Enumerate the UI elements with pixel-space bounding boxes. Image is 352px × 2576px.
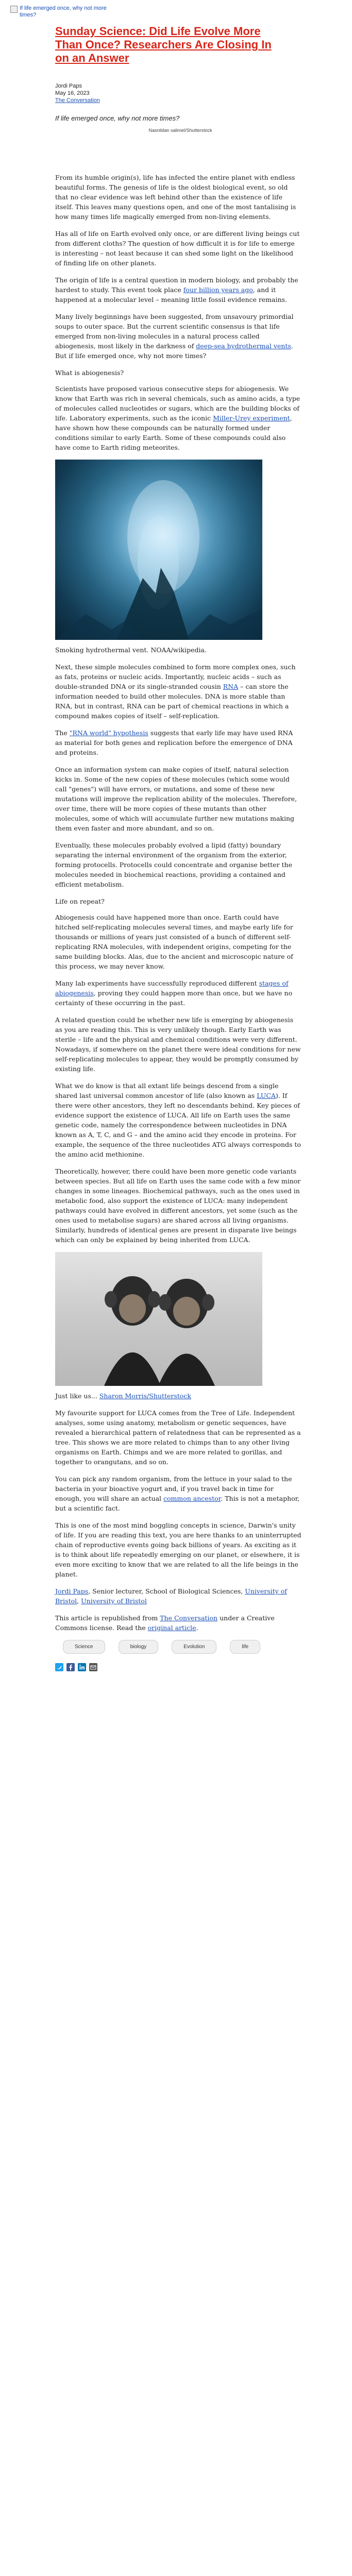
inline-link[interactable]: common ancestor: [163, 1495, 221, 1502]
university-link[interactable]: University of Bristol: [81, 1597, 147, 1605]
paragraph: Eventually, these molecules probably evolved a lipid (fatty) boundary separating the internal environment of the organism from the exterior, forming protocells. Protocells could concentrate and organise better the molecules needed in biochemical reactions, providing a contained and efficient metabolism.: [55, 841, 293, 888]
section-heading: What is abiogenesis?: [55, 369, 124, 377]
caption-credit-link[interactable]: Sharon Morris/Shutterstock: [99, 1392, 191, 1400]
author-link[interactable]: Jordi Paps: [55, 1587, 89, 1595]
facebook-share-icon[interactable]: [66, 1663, 75, 1671]
article-content: [55, 173, 301, 1671]
article-lede: If life emerged once, why not more times?: [55, 114, 180, 122]
paragraph: From its humble origin(s), life has infected the entire planet with endless beautiful forms. The genesis of life is the oldest biological event, so old that no clear evidence was left behind other than the existence of life itself. This leaves many questions open, and one of the most tantalising is how many times life magically emerged from non-living elements.: [55, 174, 296, 221]
inline-link[interactable]: four billion years ago: [183, 286, 253, 294]
paragraph: This is one of the most mind boggling concepts in science, Darwin's unity of life. If you are reading this text, you are here thanks to an uninterrupted chain of reproductive events going back billions of years. As exciting as it is to think about life repeatedly emerging on our planet, or elsewhere, it is even more exciting to know that we are related to all the life beings in the planet.: [55, 1521, 301, 1578]
hydrothermal-vent-image: [55, 460, 262, 640]
chimpanzees-image: [55, 1252, 262, 1386]
paragraph: The origin of life is a central question in modern biology, and probably the hardest to study. This event took place four billion years ago, and it happened at a molecular level – meaning little fossil evidence remains.: [55, 276, 298, 303]
paragraph: Scientists have proposed various consecutive steps for abiogenesis. We know that Earth was rich in several chemicals, such as amino acids, a type of molecules called nucleotides or sugars, which are the building blocks of life. Laboratory experiments, such as the iconic Miller-Urey experiment, have shown how these compounds can be naturally formed under conditions similar to early Earth. Some of these compounds could also have come to Earth riding meteorites.: [55, 385, 300, 451]
conversation-link[interactable]: The Conversation: [160, 1614, 218, 1622]
broken-image-icon: [10, 6, 18, 13]
email-share-icon[interactable]: [89, 1663, 97, 1671]
tag-life[interactable]: life: [230, 1640, 260, 1654]
inline-link[interactable]: stages of abiogenesis: [55, 979, 289, 997]
paragraph: Has all of life on Earth evolved only once, or are different living beings cut from different cloths? The question of how difficult it is for life to emerge is interesting – not least because it can shed some light on the likelihood of finding life on other planets.: [55, 230, 300, 267]
tag-list: [63, 1640, 301, 1654]
section-heading: Life on repeat?: [55, 897, 105, 905]
tag-evolution[interactable]: Evolution: [172, 1640, 216, 1654]
twitter-share-icon[interactable]: [55, 1663, 63, 1671]
tag-science[interactable]: Science: [63, 1640, 105, 1654]
paragraph: Abiogenesis could have happened more than once. Earth could have hitched self-replicating molecules several times, and maybe early life for thousands or millions of years just consisted of a bunch of different self-replicating RNA molecules, with independent origins, competing for the same building blocks. Alas, due to the ancient and microscopic nature of this process, we may never know.: [55, 913, 293, 970]
inline-link[interactable]: "RNA world" hypothesis: [69, 729, 148, 737]
author-bio: Jordi Paps, Senior lecturer, School of Biological Sciences, University of Bristol, University of Bristol: [55, 1587, 287, 1605]
inline-link[interactable]: deep-sea hydrothermal vents: [196, 342, 291, 350]
original-article-link[interactable]: original article: [147, 1624, 196, 1632]
paragraph: You can pick any random organism, from the lettuce in your salad to the bacteria in your bioactive yogurt and, if you travel back in time for enough, you will share an actual common ancestor. This is not a metaphor, but a scientific fact.: [55, 1475, 300, 1512]
paragraph: Next, these simple molecules combined to form more complex ones, such as fats, proteins or nucleic acids. Importantly, nucleic acids – such as double-stranded DNA or its single-stranded cousin RNA – can store the information needed to build other molecules. DNA is more stable than RNA, but in contrast, RNA can be part of chemical reactions in which a compound makes copies of itself – self-replication.: [55, 663, 296, 720]
inline-link[interactable]: Miller-Urey experiment: [213, 414, 290, 422]
hero-caption: Nasnildan salimel/Shutterstock: [148, 128, 212, 133]
hero-image-alt: If life emerged once, why not more times?: [20, 5, 107, 18]
share-bar: [55, 1663, 301, 1671]
linkedin-share-icon[interactable]: [78, 1663, 86, 1671]
hero-image-link[interactable]: [10, 5, 119, 19]
author-name: Jordi Paps: [55, 83, 82, 89]
publish-date: May 16, 2023: [55, 90, 90, 96]
vent-illustration: [55, 460, 262, 640]
article-meta: [55, 82, 100, 104]
paragraph: A related question could be whether new life is emerging by abiogenesis as you are reading this. This is very unlikely though. Early Earth was sterile – life and the physical and chemical conditions were very different. Nowadays, if somewhere on the planet there were ideal conditions for new self-replicating molecules to appear, they would be promptly consumed by existing life.: [55, 1016, 301, 1073]
inline-link[interactable]: LUCA: [257, 1092, 276, 1099]
figure-caption: Just like us... Sharon Morris/Shutterstock: [55, 1392, 191, 1400]
paragraph: Once an information system can make copies of itself, natural selection kicks in. Some of the new copies of these molecules (which some would call "genes") will have errors, or mutations, and some of these new mutations will improve the replication ability of the molecules. Therefore, over time, there will be more copies of these mutants than other molecules, some of which will accumulate further new mutations making them even faster and more abundant, and so on.: [55, 766, 297, 832]
tag-biology[interactable]: biology: [119, 1640, 159, 1654]
paragraph: Many lively beginnings have been suggested, from unsavoury primordial soups to outer space. But the current scientific consensus is that life emerged from non-living molecules in a natural process called abiogenesis, most likely in the darkness of deep-sea hydrothermal vents. But if life emerged once, why not more times?: [55, 313, 294, 360]
article-title[interactable]: Sunday Science: Did Life Evolve More Than Once? Researchers Are Closing In on an Answer: [55, 25, 272, 64]
inline-link[interactable]: RNA: [223, 683, 239, 690]
source-link[interactable]: The Conversation: [55, 97, 100, 104]
paragraph: The "RNA world" hypothesis suggests that early life may have used RNA as material for both genes and replication before the emergence of DNA and proteins.: [55, 729, 293, 756]
paragraph: Many lab experiments have successfully reproduced different stages of abiogenesis, proving they could happen more than once, but we have no certainty of these occurring in the past.: [55, 979, 293, 1007]
paragraph: Theoretically, however, there could have been more genetic code variants between species. But all life on Earth uses the same code with a few minor changes in some lineages. Biochemical pathways, such as the ones used in metabolic food, also support the existence of LUCA: many independent pathways could have evolved in different ancestors, yet some (such as the ones used to metabolise sugars) are shared across all living organisms. Similarly, hundreds of identical genes are present in disparate live beings which can only be explained by being inherited from LUCA.: [55, 1167, 301, 1244]
chimps-illustration: [55, 1252, 262, 1386]
republish-note: This article is republished from The Conversation under a Creative Commons license. Read the original article.: [55, 1614, 275, 1632]
paragraph: What we do know is that all extant life beings descend from a single shared last universal common ancestor of life (also known as LUCA). If there were other ancestors, they left no descendants behind. Key pieces of evidence support the existence of LUCA. All life on Earth uses the same genetic code, namely the correspondence between nucleotides in DNA known as A, T, C, and G – and the amino acid they encode in proteins. For example, the sequence of the three nucleotides ATG always corresponds to the amino acid methionine.: [55, 1082, 301, 1158]
university-link[interactable]: University of Bristol: [55, 1587, 287, 1605]
figure-caption: Smoking hydrothermal vent. NOAA/wikipedia.: [55, 646, 207, 654]
paragraph: My favourite support for LUCA comes from the Tree of Life. Independent analyses, some using anatomy, metabolism or genetic sequences, have revealed a hierarchical pattern of relatedness that can be represented as a tree. This shows we are more related to chimps than to any other living organisms on Earth. Chimps and we are more related to gorillas, and together to orangutans, and so on.: [55, 1409, 301, 1466]
